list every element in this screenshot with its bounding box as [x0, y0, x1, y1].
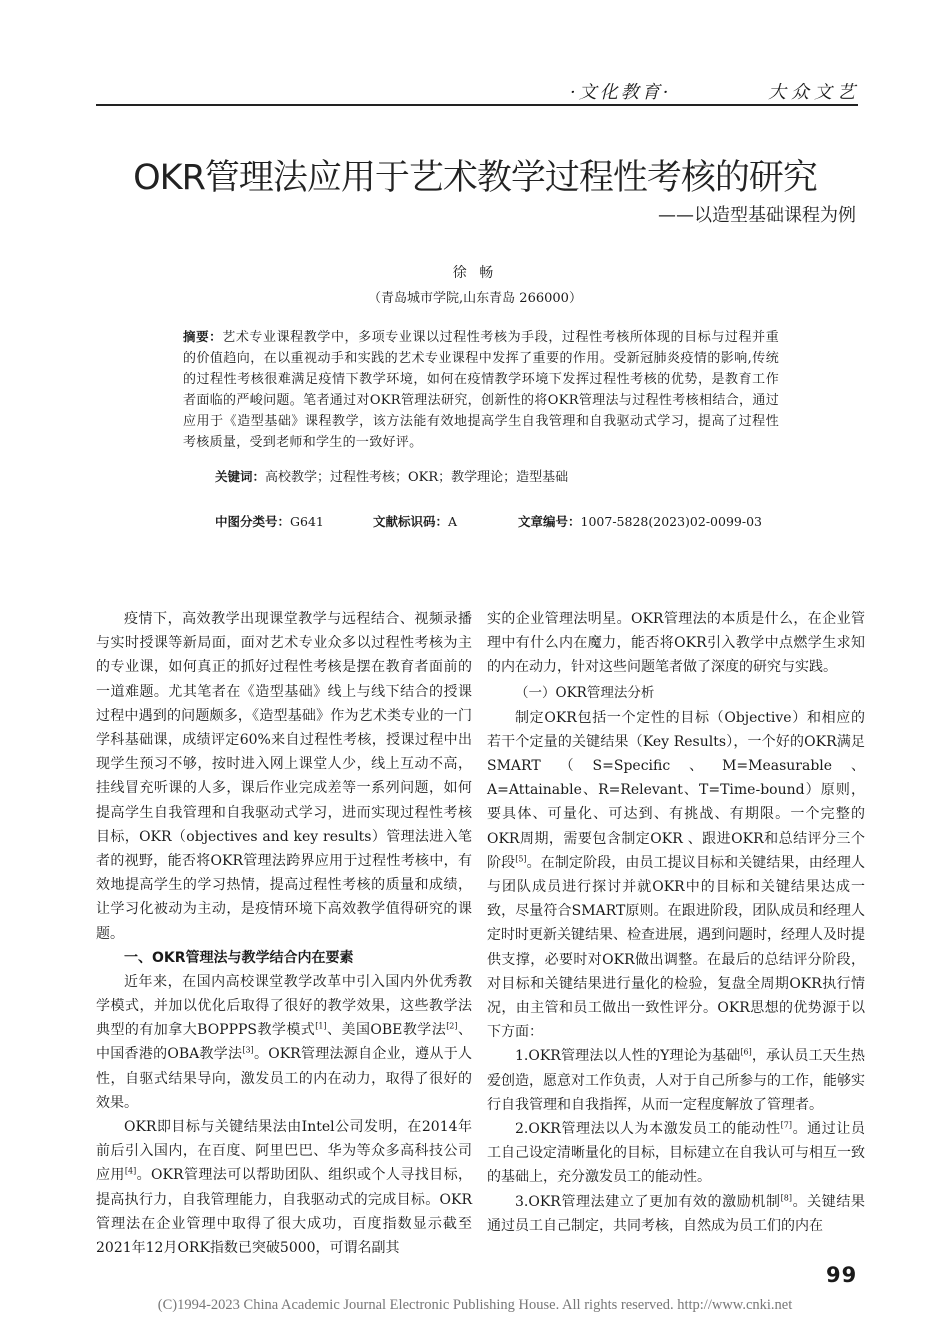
- text-run: 、中国香港的OBA教学法: [96, 1022, 472, 1063]
- abstract-block: [183, 326, 779, 453]
- doc-code-group: [373, 512, 457, 530]
- abstract-text: 艺术专业课程教学中，多项专业课以过程性考核为手段，过程性考核所体现的目标与过程并重的价值趋向，在以重视动手和实践的艺术专业课程中发挥了重要的作用。受新冠肺炎疫情的影响,传统的过程性考核很难满足疫情下教学环境，如何在疫情教学环境下发挥过程性考核的优势，是教育工作者面临的严峻问题。笔者通过对OKR管理法研究，创新性的将OKR管理法与过程性考核相结合，通过应用于《造型基础》课程教学，该方法能有效地提高学生自我管理和自我驱动式学习，提高了过程性考核质量，受到老师和学生的一致好评。: [183, 330, 779, 450]
- classification-line: [215, 512, 795, 532]
- text-run: 近年来，在国内高校课堂教学改革中引入国内外优秀教学模式，并加以优化后取得了很好的教学效果，这些教学法典型的有加拿大BOPPPS教学模式: [96, 973, 472, 1039]
- right-column: [487, 607, 865, 1238]
- right-paragraph-5: [487, 1190, 865, 1238]
- author-name: 徐 畅: [452, 265, 498, 281]
- text-run: OKR即目标与关键结果法由Intel公司发明，在2014年前后引入国内，在百度、阿里巴巴、华为等众多高科技公司应用: [96, 1119, 472, 1184]
- citation-ref: [7]: [780, 1120, 792, 1130]
- header-section-label: ·文化教育·: [570, 82, 672, 103]
- text-run: 2.OKR管理法以人为本激发员工的能动性: [515, 1121, 781, 1138]
- clc-value: G641: [290, 514, 324, 529]
- citation-ref: [5]: [515, 854, 527, 864]
- keywords-label: 关键词：: [215, 469, 266, 484]
- header-rule: [96, 104, 858, 106]
- text-run: ，承认员工天生热爱创造，愿意对工作负责，人对于自己所参与的工作，能够实行自我管理和自我指挥，从而一定程度解放了管理者。: [487, 1048, 866, 1113]
- text-run: 。OKR管理法可以帮助团队、组织或个人寻找目标，提高执行力，自我管理能力，自我驱动式的完成目标。OKR管理法在企业管理中取得了很大成功，百度指数显示截至2021年12月ORK指数已突破5000，可谓名副其: [96, 1167, 473, 1257]
- text-run: 。在制定阶段，由员工提议目标和关键结果，由经理人与团队成员进行探讨并就OKR中的目标和关键结果达成一致，尽量符合SMART原则。在跟进阶段，团队成员和经理人定时时更新关键结果、检查进展，遇到问题时，经理人及时提供支撑，必要时对OKR做出调整。在最后的总结评分阶段，对目标和关键结果进行量化的检验，复盘全周期OKR执行情况，由主管和员工做出一致性评分。OKR思想的优势源于以下方面：: [487, 854, 866, 1041]
- citation-ref: [4]: [124, 1166, 137, 1176]
- article-number-value: 1007-5828(2023)02-0099-03: [580, 514, 762, 529]
- copyright-footer: (C)1994-2023 China Academic Journal Electronic Publishing House. All rights reserved. http://www.cnki.net: [157, 1297, 793, 1313]
- author-affiliation: （青岛城市学院,山东青岛 266000）: [368, 291, 582, 306]
- right-paragraph-3: [487, 1044, 865, 1117]
- citation-ref: [6]: [740, 1047, 752, 1057]
- abstract-label: 摘要：: [183, 329, 223, 344]
- text-run: 。关键结果通过员工自己制定，共同考核，自然成为员工们的内在: [487, 1193, 866, 1234]
- article-number-group: [518, 512, 762, 530]
- keywords-text: 高校教学；过程性考核；OKR；教学理论；造型基础: [265, 470, 569, 485]
- text-run: 。通过让员工自己设定清晰量化的目标，目标建立在自我认可与相互一致的基础上，充分激发员工的能动性。: [487, 1121, 866, 1186]
- text-run: 。OKR管理法源自企业，遵从于人性，自驱式结果导向，激发员工的内在动力，取得了很好的效果。: [96, 1046, 472, 1111]
- right-paragraph-4: [487, 1117, 865, 1190]
- text-run: 制定OKR包括一个定性的目标（Objective）和相应的若干个定量的关键结果（Key Results），一个好的OKR满足SMART（S=Specific、M=Measurable、A=Attainable、R=Relevant、T=Time-bound）原则，要具体、可量化、可达到、有挑战、有期限。一个完整的OKR周期，需要包含制定OKR 、跟进OKR和总结评分三个阶段: [487, 709, 865, 871]
- section-heading-1: 一、OKR管理法与教学结合内在要素: [124, 949, 354, 966]
- left-paragraph-1: 疫情下，高效教学出现课堂教学与远程结合、视频录播与实时授课等新局面，面对艺术专业众多以过程性考核为主的专业课，如何真正的抓好过程性考核是摆在教育者面前的一道难题。尤其笔者在《造型基础》线上与线下结合的授课过程中遇到的问题颇多，《造型基础》作为艺术类专业的一门学科基础课，成绩评定60%来自过程性考核，授课过程中出现学生预习不够，按时进入网上课堂人少，线上互动不高，挂线冒充听课的人多，课后作业完成差等一系列问题，如何提高学生自我管理和自我驱动式学习，进而实现过程性考核目标，OKR（objectives and key results）管理法进入笔者的视野，能否将OKR管理法跨界应用于过程性考核中，有效地提高学生的学习热情，提高过程性考核的质量和成绩，让学习化被动为主动，是疫情环境下高效教学值得研究的课题。: [96, 611, 472, 942]
- subsection-heading-1: （一）OKR管理法分析: [515, 684, 655, 701]
- page-number: 99: [826, 1263, 858, 1287]
- clc-group: [215, 512, 324, 530]
- left-paragraph-2: [96, 970, 472, 1115]
- doc-code-label: 文献标识码：: [373, 514, 449, 529]
- article-number-label: 文章编号：: [518, 514, 581, 529]
- left-column: [96, 607, 472, 1260]
- clc-label: 中图分类号：: [215, 514, 291, 529]
- text-run: 3.OKR管理法建立了更加有效的激励机制: [515, 1193, 781, 1210]
- text-run: 1.OKR管理法以人性的Y理论为基础: [515, 1048, 741, 1065]
- article-subtitle: ——以造型基础课程为例: [658, 205, 856, 226]
- header-journal-name: 大众文艺: [768, 82, 860, 103]
- article-title: OKR管理法应用于艺术教学过程性考核的研究: [133, 158, 817, 198]
- citation-ref: [2]: [446, 1021, 458, 1031]
- left-paragraph-3: [96, 1115, 472, 1260]
- right-paragraph-2: [487, 706, 865, 1045]
- doc-code-value: A: [448, 514, 458, 529]
- citation-ref: [1]: [315, 1021, 327, 1031]
- text-run: 、美国OBE教学法: [326, 1022, 447, 1039]
- keywords-block: [215, 467, 775, 488]
- citation-ref: [3]: [242, 1045, 254, 1055]
- citation-ref: [8]: [780, 1193, 792, 1203]
- right-paragraph-1: 实的企业管理法明星。OKR管理法的本质是什么，在企业管理中有什么内在魔力，能否将OKR引入教学中点燃学生求知的内在动力，针对这些问题笔者做了深度的研究与实践。: [487, 611, 865, 676]
